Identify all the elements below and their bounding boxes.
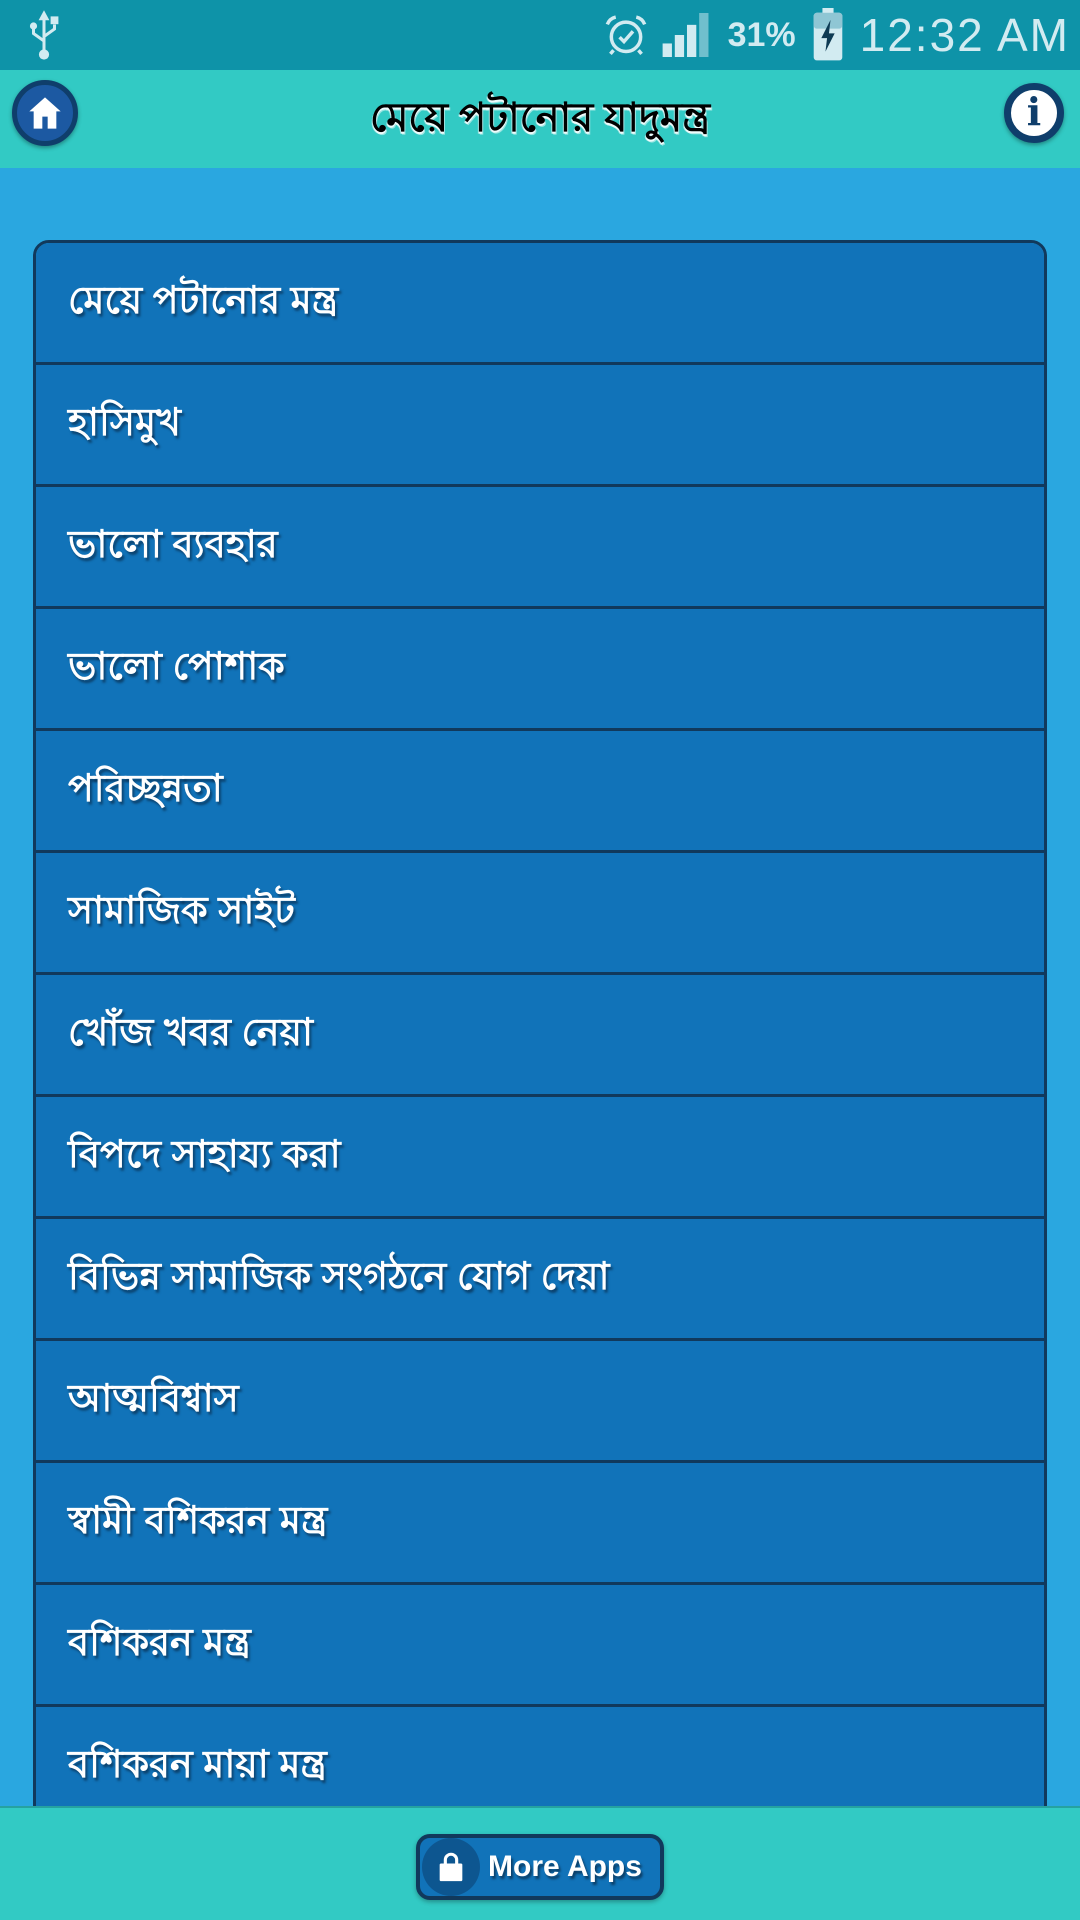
- battery-charging-icon: [810, 8, 846, 62]
- usb-icon: [26, 8, 62, 62]
- list-item-label: স্বামী বশিকরন মন্ত্র: [68, 1499, 328, 1542]
- list-item[interactable]: [36, 1097, 1044, 1219]
- page-title: মেয়ে পটানোর যাদুমন্ত্র: [369, 95, 711, 140]
- battery-percent: 31%: [727, 15, 796, 54]
- signal-strength-icon: [662, 13, 714, 57]
- status-bar-left: [0, 8, 62, 62]
- content-area: [0, 168, 1080, 1806]
- more-apps-label: More Apps: [488, 1850, 642, 1883]
- list-item-label: সামাজিক সাইট: [68, 889, 295, 932]
- status-bar-right: [604, 8, 1080, 62]
- list-item-label: বিপদে সাহায্য করা: [68, 1133, 341, 1176]
- more-apps-button[interactable]: [416, 1834, 664, 1900]
- home-button[interactable]: [12, 80, 78, 146]
- list-item[interactable]: [36, 487, 1044, 609]
- list-item[interactable]: [36, 1219, 1044, 1341]
- list-item-label: বশিকরন মায়া মন্ত্র: [68, 1743, 327, 1786]
- list-item-label: মেয়ে পটানোর মন্ত্র: [68, 279, 339, 322]
- list-item[interactable]: [36, 1585, 1044, 1707]
- list-item-label: হাসিমুখ: [68, 401, 182, 444]
- list-item[interactable]: [36, 365, 1044, 487]
- list-item-label: পরিচ্ছন্নতা: [68, 767, 223, 810]
- list-item[interactable]: [36, 731, 1044, 853]
- list-item[interactable]: [36, 609, 1044, 731]
- shopping-bag-icon: [422, 1838, 480, 1896]
- app-header: [0, 70, 1080, 171]
- list-item-label: খোঁজ খবর নেয়া: [68, 1011, 314, 1054]
- bottom-bar: [0, 1806, 1080, 1920]
- list-item[interactable]: [36, 1341, 1044, 1463]
- alarm-icon: [604, 13, 648, 57]
- status-bar: [0, 0, 1080, 70]
- list-item[interactable]: [36, 853, 1044, 975]
- list-item[interactable]: [36, 975, 1044, 1097]
- info-icon: i: [1026, 89, 1042, 134]
- home-icon: [25, 93, 65, 133]
- list-item[interactable]: [36, 243, 1044, 365]
- list-item-label: বশিকরন মন্ত্র: [68, 1621, 251, 1664]
- info-button[interactable]: [1004, 83, 1064, 143]
- list-item-label: ভালো পোশাক: [68, 645, 285, 688]
- menu-list: [33, 240, 1047, 1806]
- list-item[interactable]: [36, 1707, 1044, 1806]
- list-item-label: ভালো ব্যবহার: [68, 523, 278, 566]
- clock: 12:32 AM: [859, 9, 1070, 61]
- list-item-label: বিভিন্ন সামাজিক সংগঠনে যোগ দেয়া: [68, 1255, 610, 1298]
- list-item[interactable]: [36, 1463, 1044, 1585]
- list-item-label: আত্মবিশ্বাস: [68, 1377, 239, 1420]
